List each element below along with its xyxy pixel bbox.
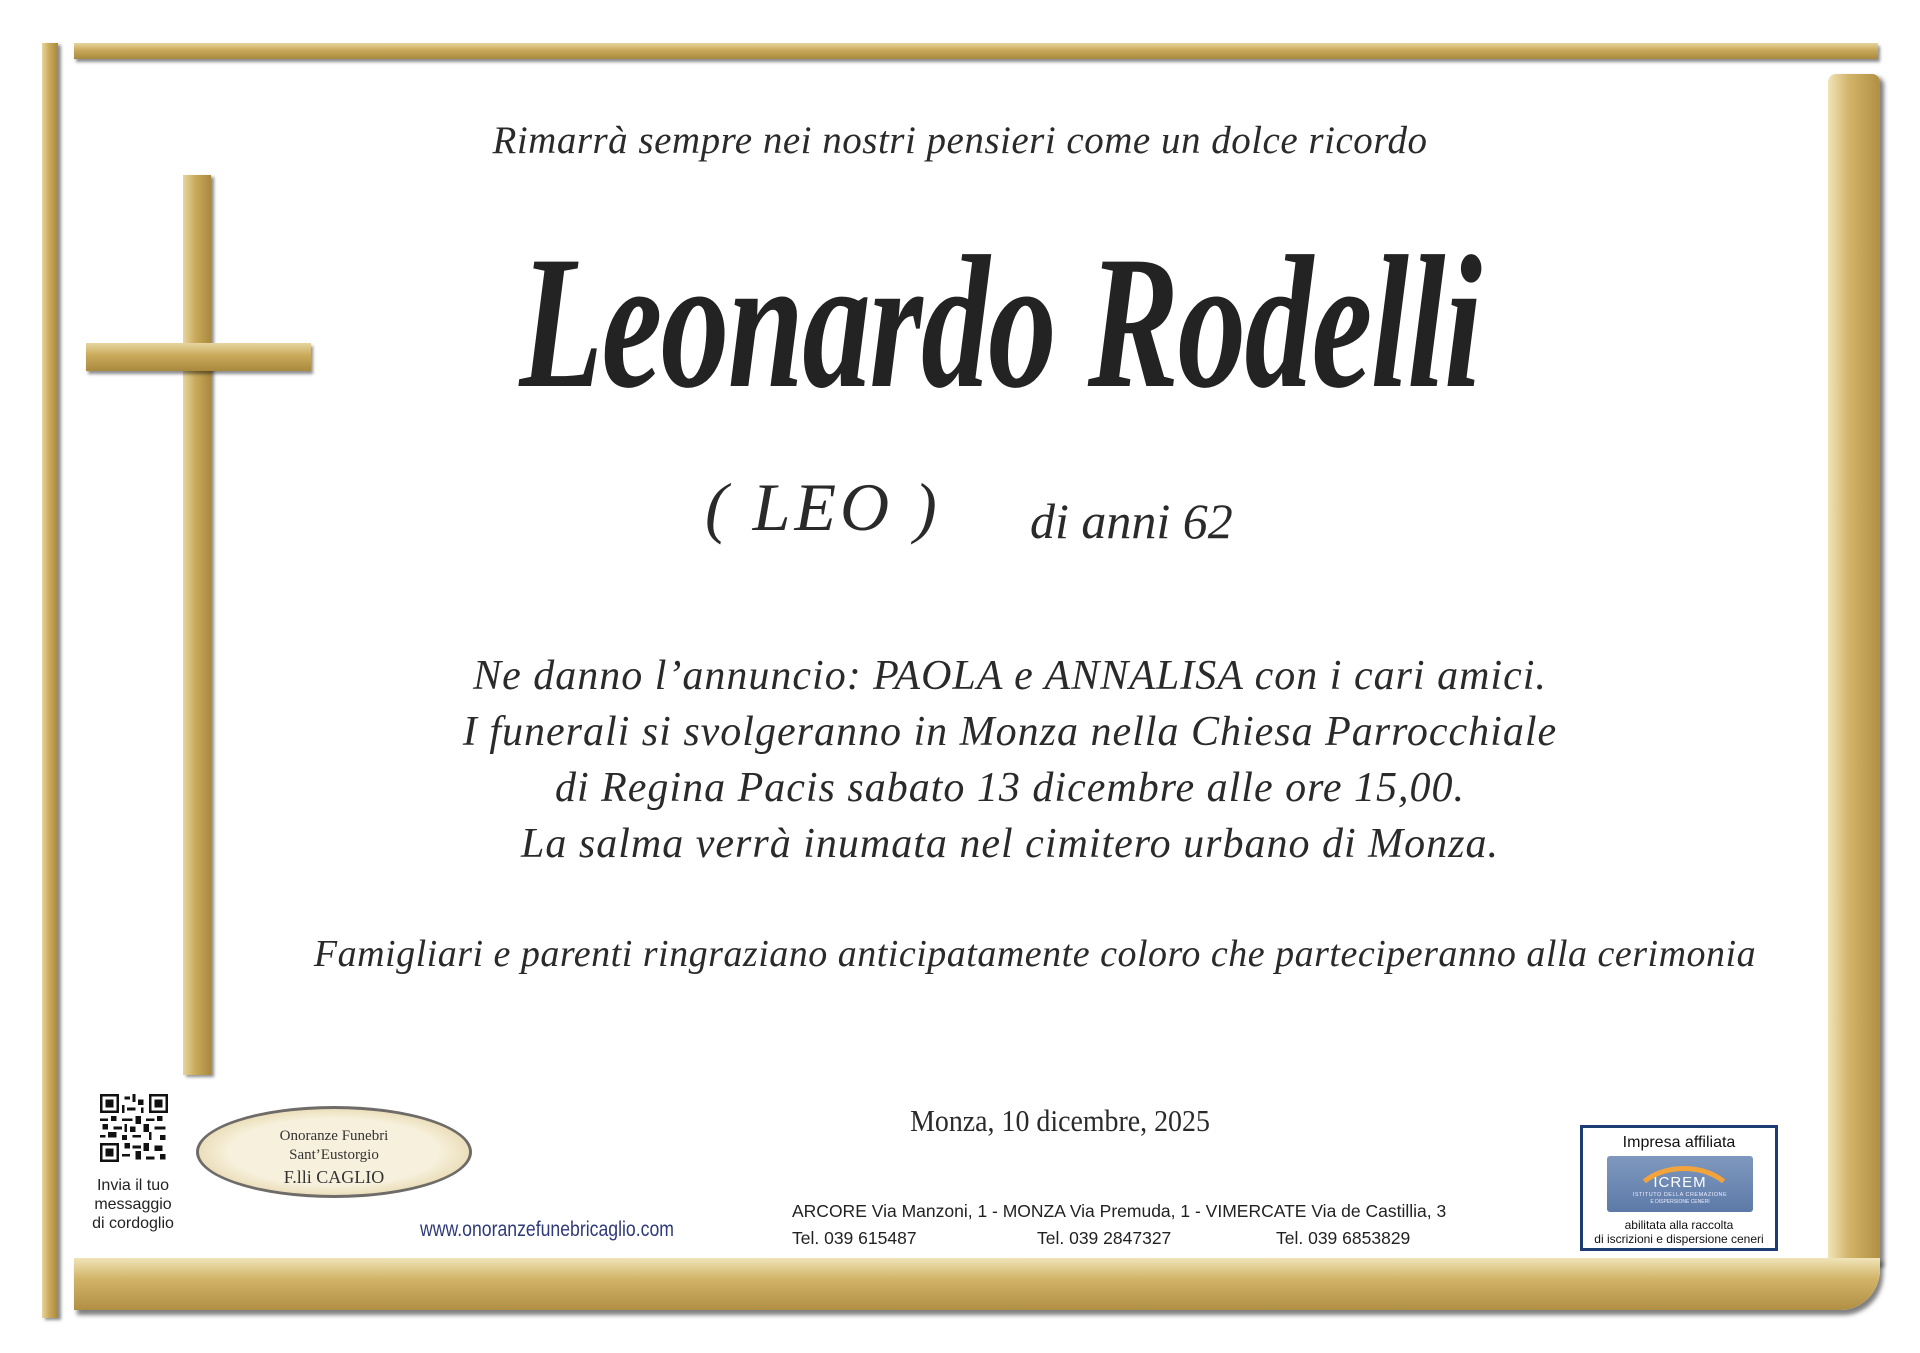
- qr-caption-line: di cordoglio: [92, 1215, 174, 1232]
- deceased-name: Leonardo Rodelli: [519, 218, 1481, 428]
- qr-caption-line: messaggio: [94, 1196, 172, 1213]
- epigraph: Rimarrà sempre nei nostri pensieri come un dolce ricordo: [492, 119, 1428, 162]
- website-link[interactable]: www.onoranzefunebricaglio.com: [420, 1218, 674, 1241]
- cross-arm: [86, 343, 311, 371]
- qr-caption: [78, 1176, 188, 1233]
- addresses: ARCORE Via Manzoni, 1 - MONZA Via Premuda, 1 - VIMERCATE Via de Castillia, 3: [792, 1201, 1447, 1221]
- funeral-home-logo: [196, 1106, 472, 1198]
- icrem-brand: ICREM: [1653, 1174, 1707, 1191]
- phone-arcore: Tel. 039 615487: [792, 1228, 917, 1248]
- announcement-line: Ne danno l’annuncio: PAOLA e ANNALISA con i cari amici.: [473, 653, 1547, 699]
- announcement-line: I funerali si svolgeranno in Monza nella Chiesa Parrocchiale: [462, 709, 1558, 755]
- deceased-nickname: ( LEO ): [705, 469, 941, 545]
- phone-vimercate: Tel. 039 6853829: [1276, 1228, 1411, 1248]
- frame-right-border: [1828, 74, 1880, 1264]
- phone-monza: Tel. 039 2847327: [1037, 1228, 1172, 1248]
- qr-code-icon[interactable]: [100, 1094, 168, 1162]
- cross-icon: [183, 175, 211, 1075]
- logo-line: Onoranze Funebri: [279, 1128, 389, 1144]
- affiliate-caption-line: di iscrizioni e dispersione ceneri: [1594, 1232, 1764, 1246]
- deceased-age: di anni 62: [1030, 493, 1233, 549]
- logo-line: F.lli CAGLIO: [283, 1167, 385, 1187]
- icrem-logo: [1607, 1156, 1753, 1212]
- date-place: Monza, 10 dicembre, 2025: [910, 1103, 1210, 1138]
- icrem-subtitle: ISTITUTO DELLA CREMAZIONE: [1632, 1192, 1728, 1198]
- thanks-text: Famigliari e parenti ringraziano anticipatamente coloro che parteciperanno alla cerimonia: [313, 933, 1757, 975]
- affiliate-title: Impresa affiliata: [1622, 1134, 1736, 1151]
- logo-line: Sant’Eustorgio: [289, 1147, 379, 1163]
- affiliate-caption-line: abilitata alla raccolta: [1624, 1218, 1734, 1232]
- affiliate-caption: [1583, 1218, 1775, 1246]
- announcement: [300, 648, 1720, 872]
- announcement-line: La salma verrà inumata nel cimitero urbano di Monza.: [521, 821, 1499, 867]
- frame-top-border: [74, 43, 1878, 59]
- affiliate-badge: [1580, 1125, 1778, 1251]
- announcement-line: di Regina Pacis sabato 13 dicembre alle ore 15,00.: [554, 765, 1466, 811]
- qr-caption-line: Invia il tuo: [96, 1177, 170, 1194]
- phones: [792, 1228, 1432, 1248]
- frame-bottom-border: [74, 1258, 1880, 1310]
- icrem-subtitle: E DISPERSIONE CENERI: [1650, 1199, 1710, 1205]
- frame-left-border: [42, 43, 58, 1318]
